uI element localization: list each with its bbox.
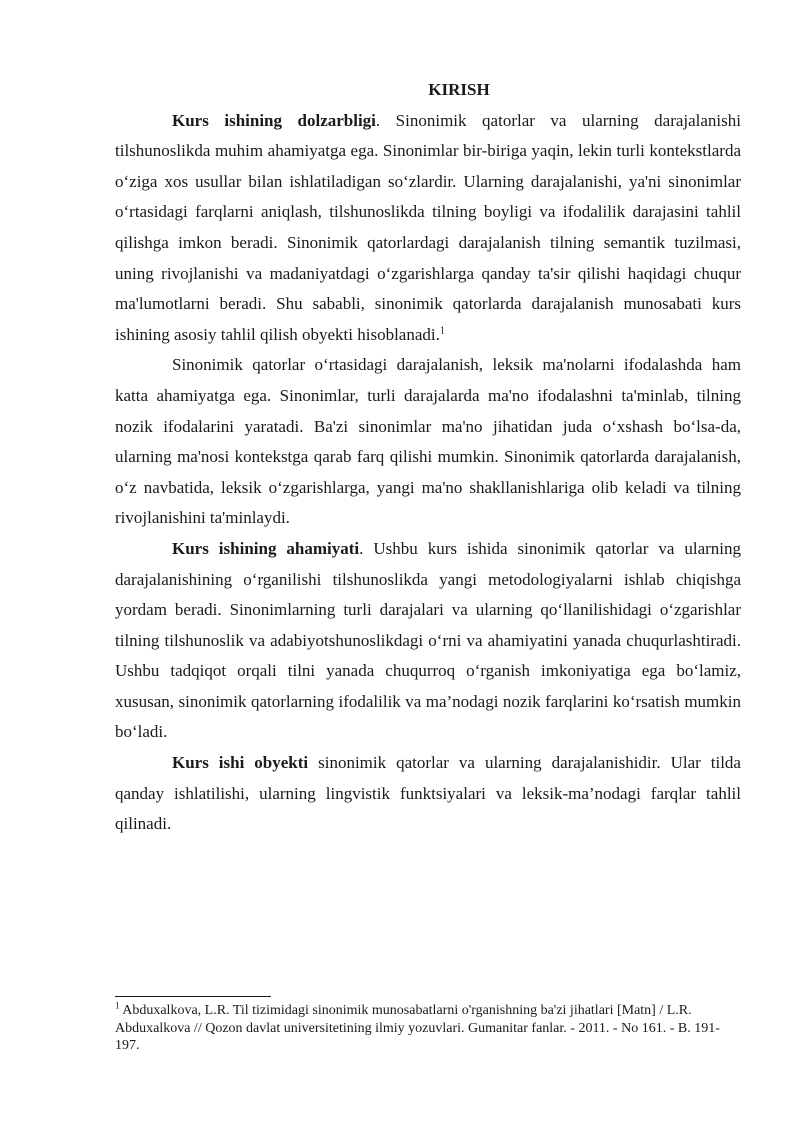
paragraph-text: . Ushbu kurs ishida sinonimik qatorlar va ularning darajalanishining o‘rganilishi tilshunoslikda yangi metodologiyalarni ishlab chiqishga yordam beradi. Sinonimlarning turli darajalari va ularning qo‘llanilishidagi o‘zgarishlar tilning tilshunoslik va adabiyotshunoslikdagi o‘rni va ahamiyatini yanada chuqurlashtiradi. Ushbu tadqiqot orqali tilni yanada chuqurroq o‘rganish imkoniyatiga ega bo‘lamiz, xususan, sinonimik qatorlarning ifodalilik va ma’nodagi nozik farqlarini ko‘rsatish mumkin bo‘ladi. [115, 538, 742, 742]
footnote-text: Abduxalkova, L.R. Til tizimidagi sinonimik munosabatlarni o'rganishning ba'zi jihatlari [Matn] / L.R. Abduxalkova // Qozon davlat universitetining ilmiy yozuvlari. Gumanitar fanlar. - 2011. - No 161. - B. 191-197. [115, 1003, 720, 1053]
paragraph-text: Sinonimik qatorlar o‘rtasidagi darajalanish, leksik ma'nolarni ifodalashda ham katta ahamiyatga ega. Sinonimlar, turli darajalarda ma'no ifodalashni ta'minlab, tilning nozik ifodalarini yaratadi. Ba'zi sinonimlar ma'no jihatidan juda o‘xshash bo‘lsa-da, ularning ma'nosi kontekstga qarab farq qilishi mumkin. Sinonimik qatorlarda darajalanish, o‘z navbatida, leksik o‘zgarishlarga, yangi ma'no shakllanishlariga olib keladi va tilning rivojlanishini ta'minlaydi. [115, 355, 741, 528]
footnote-divider [115, 996, 271, 997]
body-text [115, 75, 741, 840]
paragraph-gradation [115, 350, 741, 534]
paragraph-relevance [115, 106, 741, 351]
footnote-reference[interactable]: 1 [439, 325, 445, 337]
paragraph-lead: Kurs ishining ahamiyati [172, 538, 360, 558]
paragraph-object [115, 748, 741, 840]
paragraph-text: sinonimik qatorlar va ularning darajalanishidir. Ular tilda qanday ishlatilishi, ularning lingvistik funktsiyalari va leksik-ma’nodagi farqlar tahlil qilinadi. [115, 753, 741, 834]
paragraph-text: . Sinonimik qatorlar va ularning darajalanishi tilshunoslikda muhim ahamiyatga ega. Sinonimlar bir-biriga yaqin, lekin turli kontekstlarda o‘ziga xos usullar bilan ishlatiladigan so‘zlardir. Ularning darajalanishi, ya'ni sinonimlar o‘rtasidagi farqlarni aniqlash, tilshunoslikda tilning boyligi va ifodalilik darajasini tahlil qilishga imkon beradi. Sinonimik qatorlardagi darajalanish tilning semantik tuzilmasi, uning rivojlanishi va madaniyatdagi o‘zgarishlarga qanday ta'sir qilishi haqidagi chuqur ma'lumotlarni beradi. Shu sababli, sinonimik qatorlarda darajalanish munosabati kurs ishining asosiy tahlil qilish obyekti hisoblanadi. [115, 110, 741, 344]
page-title: KIRISH [428, 80, 490, 99]
paragraph-lead: Kurs ishining dolzarbligi [172, 110, 376, 130]
paragraph-significance [115, 534, 741, 748]
paragraph-lead: Kurs ishi obyekti [172, 753, 309, 773]
footnote-number: 1 [115, 1000, 120, 1011]
footnote [115, 1002, 741, 1055]
